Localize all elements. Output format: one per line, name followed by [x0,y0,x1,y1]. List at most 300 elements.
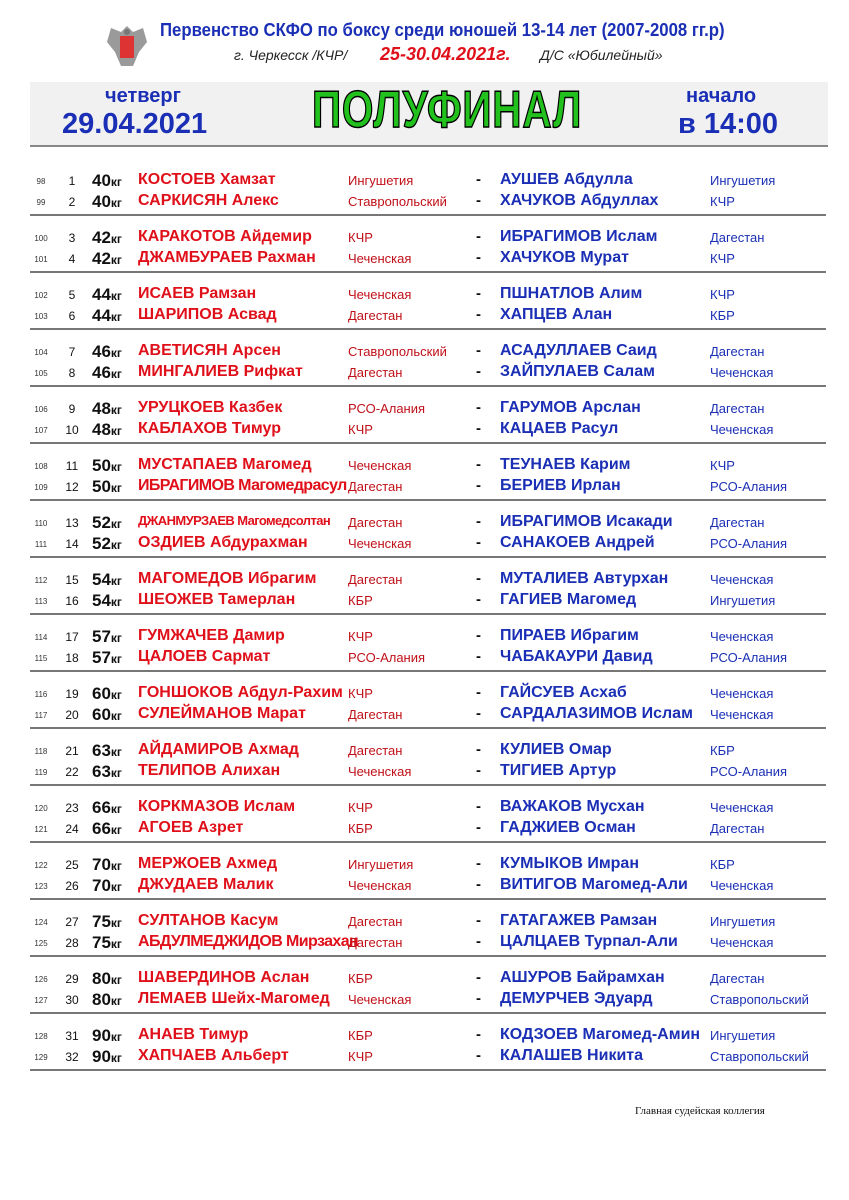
weight-unit: кг [110,859,122,873]
versus-dash: - [476,171,481,188]
weight-unit: кг [110,631,122,645]
bout-number: 125 [34,939,48,948]
weight-class [92,1047,122,1067]
bout-row [30,171,826,192]
blue-corner-name: ИБРАГИМОВ Исакади [500,513,673,530]
bout-row [30,342,826,363]
weight-value: 40 [92,171,111,190]
blue-corner-region: РСО-Алания [710,650,788,665]
weight-class [92,762,122,782]
weight-value: 60 [92,684,111,703]
weight-class [92,306,122,326]
red-corner-region: Дагестан [348,935,403,950]
red-corner-name: АЙДАМИРОВ Ахмад [138,741,299,758]
blue-corner-name: АШУРОВ Байрамхан [500,969,665,986]
red-corner-name: УРУЦКОЕВ Казбек [138,399,283,416]
red-corner-name: ТЕЛИПОВ Алихан [138,762,281,779]
blue-corner-name: ТИГИЕВ Артур [500,762,617,779]
blue-corner-region: Ставропольский [710,1049,809,1064]
bout-row [30,855,826,876]
weight-value: 52 [92,513,111,532]
pair-number: 24 [65,822,79,836]
versus-dash: - [476,798,481,815]
bout-row [30,591,826,612]
weight-unit: кг [110,574,122,588]
weight-unit: кг [110,802,122,816]
bout-group [30,570,826,615]
weight-value: 54 [92,591,111,610]
pair-number: 23 [65,801,79,815]
blue-corner-region: Дагестан [710,971,765,986]
blue-corner-region: РСО-Алания [710,536,788,551]
weight-unit: кг [110,766,122,780]
weight-value: 70 [92,876,111,895]
blue-corner-region: Чеченская [710,572,774,587]
bout-group [30,969,826,1014]
red-corner-name: ГУМЖАЧЕВ Дамир [138,627,285,644]
red-corner-name: МИНГАЛИЕВ Рифкат [138,363,303,380]
blue-corner-name: ГАГИЕВ Магомед [500,591,637,608]
red-corner-region: Чеченская [348,536,412,551]
blue-corner-name: КУМЫКОВ Имран [500,855,639,872]
weight-value: 57 [92,627,111,646]
weight-class [92,249,122,269]
bout-number: 124 [34,918,48,927]
pair-number: 11 [65,459,79,473]
weight-unit: кг [110,709,122,723]
blue-corner-region: Дагестан [710,515,765,530]
bout-row [30,648,826,669]
red-corner-name: ИСАЕВ Рамзан [138,285,257,302]
weight-unit: кг [110,253,122,267]
pair-number: 18 [65,651,79,665]
weight-class [92,1026,122,1046]
weight-value: 75 [92,933,111,952]
versus-dash: - [476,933,481,950]
red-corner-region: КБР [348,593,373,608]
versus-dash: - [476,648,481,665]
event-dates: 25-30.04.2021г. [380,44,511,64]
red-corner-region: Дагестан [348,365,403,380]
red-corner-region: Ставропольский [348,344,447,359]
weight-unit: кг [110,460,122,474]
bout-number: 98 [36,177,46,186]
bout-group [30,1026,826,1071]
red-corner-name: КАБЛАХОВ Тимур [138,420,281,437]
weight-class [92,342,122,362]
stage-title: ПОЛУФИНАЛ [312,81,583,139]
pair-number: 22 [65,765,79,779]
weight-value: 75 [92,912,111,931]
red-corner-region: Чеченская [348,251,412,266]
bout-number: 103 [34,312,48,321]
blue-corner-region: КБР [710,857,735,872]
blue-corner-name: ПШНАТЛОВ Алим [500,285,643,302]
bout-row [30,912,826,933]
weight-value: 50 [92,477,111,496]
bout-number: 119 [34,768,48,777]
weight-class [92,648,122,668]
bout-group [30,228,826,273]
red-corner-region: Дагестан [348,707,403,722]
weight-unit: кг [110,289,122,303]
blue-corner-name: КОДЗОЕВ Магомед-Амин [500,1026,701,1043]
red-corner-region: Ингушетия [348,173,414,188]
pair-number: 7 [68,345,76,359]
bout-number: 113 [34,597,48,606]
bout-row [30,477,826,498]
weight-class [92,933,122,953]
weight-class [92,855,122,875]
red-corner-name: ШЕОЖЕВ Тамерлан [138,591,296,608]
red-corner-region: Ингушетия [348,857,414,872]
red-corner-region: Чеченская [348,764,412,779]
pair-number: 26 [65,879,79,893]
red-corner-name: ГОНШОКОВ Абдул-Рахим [138,684,343,701]
bout-number: 126 [34,975,48,984]
bout-row [30,762,826,783]
bout-row [30,399,826,420]
weight-unit: кг [110,481,122,495]
blue-corner-name: САНАКОЕВ Андрей [500,534,655,551]
bout-number: 120 [34,804,48,813]
red-corner-name: АБДУЛМЕДЖИДОВ Мирзахан [138,933,359,950]
versus-dash: - [476,1047,481,1064]
bout-number: 105 [34,369,48,378]
weight-class [92,798,122,818]
versus-dash: - [476,513,481,530]
bout-number: 110 [34,519,48,528]
blue-corner-name: МУТАЛИЕВ Автурхан [500,570,669,587]
red-corner-name: АГОЕВ Азрет [138,819,244,836]
blue-corner-region: РСО-Алания [710,479,788,494]
weight-unit: кг [110,1030,122,1044]
versus-dash: - [476,306,481,323]
blue-corner-name: ХАЧУКОВ Мурат [500,249,629,266]
pair-number: 2 [68,195,76,209]
bout-row [30,798,826,819]
bout-row [30,1047,826,1068]
pair-number: 19 [65,687,79,701]
versus-dash: - [476,705,481,722]
blue-corner-region: Чеченская [710,686,774,701]
weight-class [92,420,122,440]
event-title: Первенство СКФО по боксу среди юношей 13-14 лет (2007-2008 гг.р) [160,20,725,40]
weight-class [92,513,122,533]
pair-number: 15 [65,573,79,587]
weight-unit: кг [110,745,122,759]
red-corner-region: Дагестан [348,743,403,758]
weight-value: 54 [92,570,111,589]
weight-unit: кг [110,232,122,246]
weight-class [92,684,122,704]
weight-unit: кг [110,367,122,381]
pair-number: 4 [68,252,76,266]
weight-value: 80 [92,990,111,1009]
red-corner-name: ХАПЧАЕВ Альберт [138,1047,289,1064]
pair-number: 10 [65,423,79,437]
bout-group [30,912,826,957]
bout-group [30,627,826,672]
weight-value: 42 [92,249,111,268]
blue-corner-region: Дагестан [710,344,765,359]
pair-number: 16 [65,594,79,608]
red-corner-region: КЧР [348,686,373,701]
red-corner-region: РСО-Алания [348,650,426,665]
bout-row [30,534,826,555]
blue-corner-name: ХАЧУКОВ Абдуллах [500,192,659,209]
pair-number: 17 [65,630,79,644]
weight-value: 57 [92,648,111,667]
weight-value: 50 [92,456,111,475]
red-corner-region: Дагестан [348,572,403,587]
blue-corner-region: Ингушетия [710,1028,776,1043]
red-corner-name: МАГОМЕДОВ Ибрагим [138,570,317,587]
bout-group [30,741,826,786]
weight-class [92,363,122,383]
versus-dash: - [476,741,481,758]
weight-unit: кг [110,196,122,210]
bout-number: 123 [34,882,48,891]
red-corner-region: Дагестан [348,914,403,929]
versus-dash: - [476,456,481,473]
blue-corner-region: Ингушетия [710,173,776,188]
blue-corner-name: ВАЖАКОВ Мусхан [500,798,645,815]
red-corner-name: ШАРИПОВ Асвад [138,306,277,323]
weight-value: 44 [92,306,111,325]
blue-corner-region: Чеченская [710,365,774,380]
versus-dash: - [476,627,481,644]
weight-unit: кг [110,688,122,702]
pair-number: 29 [65,972,79,986]
weight-value: 48 [92,399,111,418]
versus-dash: - [476,969,481,986]
pair-number: 31 [65,1029,79,1043]
versus-dash: - [476,876,481,893]
red-corner-region: КЧР [348,230,373,245]
session-date: 29.04.2021 [62,108,208,140]
red-corner-name: САРКИСЯН Алекс [138,192,279,209]
red-corner-region: КЧР [348,422,373,437]
bout-row [30,741,826,762]
versus-dash: - [476,819,481,836]
red-corner-name: КАРАКОТОВ Айдемир [138,228,312,245]
blue-corner-region: Чеченская [710,935,774,950]
event-venue: Д/С «Юбилейный» [540,47,663,63]
weight-value: 44 [92,285,111,304]
versus-dash: - [476,285,481,302]
bout-row [30,285,826,306]
weight-value: 42 [92,228,111,247]
weight-class [92,912,122,932]
bout-row [30,363,826,384]
weight-class [92,285,122,305]
weight-unit: кг [110,823,122,837]
bout-row [30,705,826,726]
bout-group [30,171,826,216]
weight-value: 90 [92,1026,111,1045]
blue-corner-region: КЧР [710,251,735,266]
blue-corner-name: ЧАБАКАУРИ Давид [500,648,653,665]
bout-number: 121 [34,825,48,834]
weight-unit: кг [110,652,122,666]
weight-class [92,171,122,191]
red-corner-region: Ставропольский [348,194,447,209]
red-corner-region: Чеченская [348,878,412,893]
weight-value: 48 [92,420,111,439]
blue-corner-name: БЕРИЕВ Ирлан [500,477,621,494]
bout-group [30,798,826,843]
bout-number: 104 [34,348,48,357]
pair-number: 28 [65,936,79,950]
blue-corner-name: АУШЕВ Абдулла [500,171,633,188]
pair-number: 27 [65,915,79,929]
red-corner-region: РСО-Алания [348,401,426,416]
pair-number: 25 [65,858,79,872]
weight-value: 66 [92,798,111,817]
blue-corner-region: Ингушетия [710,593,776,608]
bout-number: 101 [34,255,48,264]
bout-group [30,285,826,330]
red-corner-name: ШАВЕРДИНОВ Аслан [138,969,310,986]
footer-signature: Главная судейская коллегия [635,1105,765,1117]
bout-number: 108 [34,462,48,471]
blue-corner-region: Дагестан [710,401,765,416]
blue-corner-name: КАЛАШЕВ Никита [500,1047,644,1064]
blue-corner-name: ТЕУНАЕВ Карим [500,456,631,473]
red-corner-region: Дагестан [348,479,403,494]
pair-number: 13 [65,516,79,530]
weight-value: 60 [92,705,111,724]
red-corner-name: ДЖАМБУРАЕВ Рахман [138,249,316,266]
pair-number: 30 [65,993,79,1007]
weight-class [92,591,122,611]
bout-row [30,990,826,1011]
weight-unit: кг [110,538,122,552]
versus-dash: - [476,192,481,209]
red-corner-name: КОРКМАЗОВ Ислам [138,798,296,815]
red-corner-name: ДЖУДАЕВ Малик [138,876,274,893]
pair-number: 9 [68,402,76,416]
weight-class [92,534,122,554]
versus-dash: - [476,684,481,701]
weight-unit: кг [110,880,122,894]
weight-class [92,477,122,497]
bout-group [30,513,826,558]
pair-number: 8 [68,366,76,380]
weight-value: 70 [92,855,111,874]
blue-corner-region: КБР [710,308,735,323]
blue-corner-region: КЧР [710,194,735,209]
bout-row [30,228,826,249]
blue-corner-name: ЦАЛЦАЕВ Турпал-Али [500,933,678,950]
pair-number: 14 [65,537,79,551]
bout-group [30,855,826,900]
event-city: г. Черкесск /КЧР/ [234,47,348,63]
red-corner-name: АНАЕВ Тимур [138,1026,249,1043]
bout-row [30,684,826,705]
red-corner-name: МЕРЖОЕВ Ахмед [138,855,278,872]
bout-number: 112 [34,576,48,585]
bout-number: 122 [34,861,48,870]
blue-corner-name: ПИРАЕВ Ибрагим [500,627,639,644]
blue-corner-region: КБР [710,743,735,758]
blue-corner-region: КЧР [710,458,735,473]
weight-class [92,741,122,761]
weight-value: 66 [92,819,111,838]
blue-corner-name: АСАДУЛЛАЕВ Саид [500,342,657,359]
weight-unit: кг [110,916,122,930]
bout-row [30,876,826,897]
red-corner-region: КЧР [348,629,373,644]
red-corner-region: Чеченская [348,458,412,473]
red-corner-name: СУЛЕЙМАНОВ Марат [138,705,306,722]
versus-dash: - [476,855,481,872]
versus-dash: - [476,249,481,266]
day-of-week: четверг [105,85,181,107]
blue-corner-region: РСО-Алания [710,764,788,779]
blue-corner-name: ВИТИГОВ Магомед-Али [500,876,688,893]
blue-corner-region: Чеченская [710,422,774,437]
weight-value: 63 [92,762,111,781]
versus-dash: - [476,534,481,551]
weight-unit: кг [110,994,122,1008]
blue-corner-name: ХАПЦЕВ Алан [500,306,613,323]
red-corner-region: Чеченская [348,992,412,1007]
weight-unit: кг [110,310,122,324]
weight-class [92,192,122,212]
weight-class [92,990,122,1010]
blue-corner-name: ИБРАГИМОВ Ислам [500,228,658,245]
blue-corner-name: ДЕМУРЧЕВ Эдуард [500,990,653,1007]
blue-corner-name: КУЛИЕВ Омар [500,741,612,758]
weight-value: 52 [92,534,111,553]
blue-corner-name: ГАЙСУЕВ Асхаб [500,684,627,701]
blue-corner-region: КЧР [710,287,735,302]
bout-row [30,456,826,477]
pair-number: 5 [68,288,76,302]
weight-class [92,399,122,419]
bout-group [30,342,826,387]
pair-number: 32 [65,1050,79,1064]
weight-unit: кг [110,595,122,609]
bout-number: 114 [34,633,48,642]
red-corner-name: ДЖАНМУРЗАЕВ Магомедсолтан [138,513,331,528]
versus-dash: - [476,570,481,587]
red-corner-region: Дагестан [348,515,403,530]
versus-dash: - [476,1026,481,1043]
pair-number: 6 [68,309,76,323]
bout-group [30,399,826,444]
weight-unit: кг [110,403,122,417]
bout-number: 100 [34,234,48,243]
versus-dash: - [476,363,481,380]
red-corner-name: СУЛТАНОВ Касум [138,912,279,929]
bout-number: 106 [34,405,48,414]
versus-dash: - [476,990,481,1007]
red-corner-name: ЛЕМАЕВ Шейх-Магомед [138,990,330,1007]
pair-number: 12 [65,480,79,494]
red-corner-region: КЧР [348,1049,373,1064]
weight-unit: кг [110,1051,122,1065]
weight-class [92,627,122,647]
weight-class [92,876,122,896]
bout-number: 102 [34,291,48,300]
weight-value: 46 [92,342,111,361]
bout-number: 127 [34,996,48,1005]
bout-row [30,570,826,591]
bout-number: 99 [36,198,46,207]
